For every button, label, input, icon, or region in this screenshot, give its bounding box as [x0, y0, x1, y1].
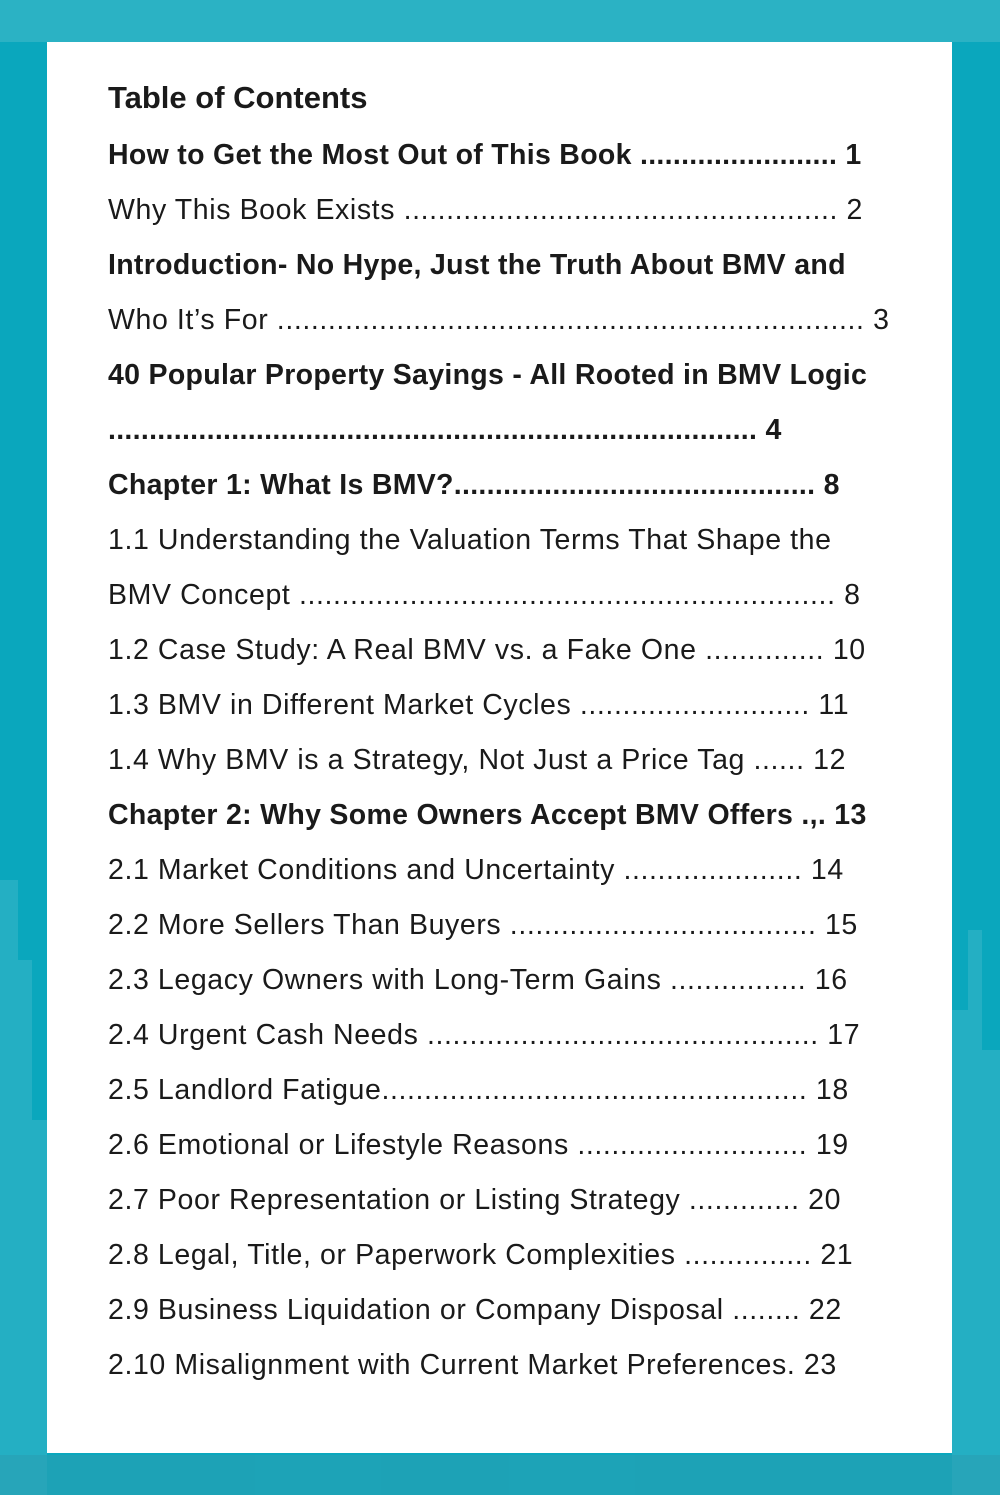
toc-list — [108, 135, 893, 1400]
toc-entry[interactable]: 2.1 Market Conditions and Uncertainty ..................... 14 — [108, 854, 844, 886]
toc-entry[interactable]: 2.5 Landlord Fatigue.................................................. 18 — [108, 1074, 849, 1106]
toc-entry[interactable]: Introduction- No Hype, Just the Truth About BMV and — [108, 249, 846, 281]
toc-entry[interactable]: 2.4 Urgent Cash Needs .............................................. 17 — [108, 1019, 861, 1051]
toc-entry[interactable]: 2.7 Poor Representation or Listing Strategy ............. 20 — [108, 1184, 842, 1216]
toc-entry[interactable]: 2.2 More Sellers Than Buyers .................................... 15 — [108, 909, 858, 941]
toc-entry[interactable]: BMV Concept ............................................................... 8 — [108, 579, 861, 611]
toc-entry[interactable]: ............................................................................... 4 — [108, 414, 782, 446]
toc-entry[interactable]: 40 Popular Property Sayings - All Rooted in BMV Logic — [108, 359, 868, 391]
toc-entry[interactable]: 1.1 Understanding the Valuation Terms That Shape the — [108, 524, 832, 556]
toc-entry[interactable]: 2.3 Legacy Owners with Long-Term Gains ................ 16 — [108, 964, 848, 996]
toc-entry[interactable]: Chapter 1: What Is BMV?............................................ 8 — [108, 469, 840, 501]
toc-entry[interactable]: Chapter 2: Why Some Owners Accept BMV Offers .,. 13 — [108, 799, 867, 831]
toc-page — [47, 42, 952, 1453]
toc-entry[interactable]: 1.3 BMV in Different Market Cycles ........................... 11 — [108, 689, 850, 721]
toc-entry[interactable]: 2.8 Legal, Title, or Paperwork Complexities ............... 21 — [108, 1239, 854, 1271]
toc-entry[interactable]: 2.9 Business Liquidation or Company Disposal ........ 22 — [108, 1294, 842, 1326]
toc-entry[interactable]: How to Get the Most Out of This Book ........................ 1 — [108, 139, 862, 171]
toc-entry[interactable]: Why This Book Exists ................................................... 2 — [108, 194, 863, 226]
toc-entry[interactable]: 1.2 Case Study: A Real BMV vs. a Fake One .............. 10 — [108, 634, 866, 666]
toc-entry[interactable]: 1.4 Why BMV is a Strategy, Not Just a Price Tag ...... 12 — [108, 744, 847, 776]
toc-title: Table of Contents — [108, 80, 368, 115]
toc-entry[interactable]: 2.10 Misalignment with Current Market Preferences. 23 — [108, 1349, 837, 1381]
toc-entry[interactable]: 2.6 Emotional or Lifestyle Reasons ........................... 19 — [108, 1129, 849, 1161]
toc-entry[interactable]: Who It’s For ..................................................................... 3 — [108, 304, 890, 336]
